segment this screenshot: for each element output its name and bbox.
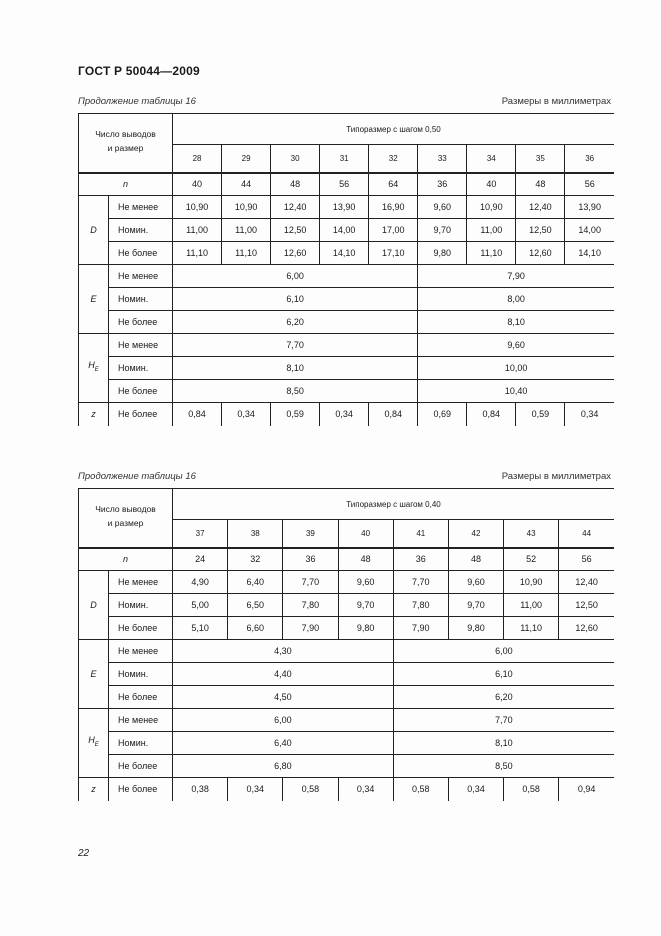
data-cell: 12,60 — [559, 617, 614, 640]
merged-value-cell: 10,40 — [418, 380, 614, 403]
size-cell: 42 — [448, 520, 503, 548]
data-cell: 56 — [565, 173, 614, 196]
size-cell: 31 — [320, 145, 369, 173]
table-row-d-max — [79, 242, 615, 265]
merged-value-cell: 6,00 — [173, 709, 394, 732]
merged-value-cell: 8,00 — [418, 288, 614, 311]
corner-line2: и размер — [107, 142, 144, 153]
merged-value-cell: 7,90 — [418, 265, 614, 288]
document-title: ГОСТ Р 50044—2009 — [78, 64, 200, 78]
corner-line1: Число выводов — [95, 503, 156, 514]
qualifier-cell: Не более — [109, 242, 173, 265]
data-cell: 10,90 — [173, 196, 222, 219]
he-symbol: H — [88, 360, 95, 371]
data-cell: 56 — [559, 548, 614, 571]
merged-value-cell: 8,50 — [393, 755, 614, 778]
data-cell: 5,00 — [173, 594, 228, 617]
data-cell: 13,90 — [565, 196, 614, 219]
qualifier-cell: Номин. — [109, 594, 173, 617]
merged-value-cell: 6,10 — [393, 663, 614, 686]
size-cell: 28 — [173, 145, 222, 173]
table-row-d-nom — [79, 219, 615, 242]
data-cell: 7,90 — [393, 617, 448, 640]
size-cell: 36 — [565, 145, 614, 173]
header-row — [79, 489, 615, 520]
table-row-d-max — [79, 617, 615, 640]
param-label-z: z — [79, 778, 109, 801]
qualifier-cell: Не менее — [109, 334, 173, 357]
param-label-e: E — [79, 265, 109, 334]
qualifier-cell: Не менее — [109, 571, 173, 594]
data-cell: 11,00 — [504, 594, 559, 617]
merged-value-cell: 6,40 — [173, 732, 394, 755]
data-cell: 16,90 — [369, 196, 418, 219]
data-cell: 0,38 — [173, 778, 228, 801]
data-cell: 11,10 — [504, 617, 559, 640]
table-row-e-min — [79, 640, 615, 663]
he-subscript: E — [94, 366, 99, 373]
he-symbol: H — [88, 735, 95, 746]
merged-value-cell: 4,40 — [173, 663, 394, 686]
table-row-he-min — [79, 709, 615, 732]
param-label-n: n — [79, 548, 173, 571]
table-row-e-max — [79, 311, 615, 334]
size-cell: 43 — [504, 520, 559, 548]
data-cell: 9,60 — [448, 571, 503, 594]
merged-value-cell: 6,20 — [173, 311, 418, 334]
table-row-he-nom — [79, 732, 615, 755]
data-cell: 0,34 — [448, 778, 503, 801]
data-cell: 0,59 — [271, 403, 320, 426]
qualifier-cell: Не менее — [109, 196, 173, 219]
size-cell: 39 — [283, 520, 338, 548]
corner-header-cell — [79, 114, 173, 173]
param-label-d: D — [79, 571, 109, 640]
table-row-n — [79, 173, 615, 196]
header-row — [79, 114, 615, 145]
group-header: Типоразмер с шагом 0,40 — [173, 489, 614, 520]
table-row-d-nom — [79, 594, 615, 617]
merged-value-cell: 8,10 — [418, 311, 614, 334]
data-cell: 48 — [338, 548, 393, 571]
data-cell: 0,84 — [369, 403, 418, 426]
data-cell: 7,80 — [393, 594, 448, 617]
qualifier-cell: Номин. — [109, 663, 173, 686]
table-caption: Продолжение таблицы 16 — [78, 96, 196, 107]
size-cell: 33 — [418, 145, 467, 173]
corner-header-cell — [79, 489, 173, 548]
dimensions-table-pitch-040 — [78, 488, 614, 801]
size-cell: 44 — [559, 520, 614, 548]
data-cell: 12,60 — [271, 242, 320, 265]
data-cell: 9,60 — [418, 196, 467, 219]
data-cell: 0,34 — [228, 778, 283, 801]
table-row-e-min — [79, 265, 615, 288]
table-row-e-nom — [79, 663, 615, 686]
data-cell: 17,10 — [369, 242, 418, 265]
size-cell: 30 — [271, 145, 320, 173]
data-cell: 12,50 — [271, 219, 320, 242]
size-cell: 38 — [228, 520, 283, 548]
data-cell: 11,00 — [467, 219, 516, 242]
data-cell: 64 — [369, 173, 418, 196]
data-cell: 56 — [320, 173, 369, 196]
qualifier-cell: Номин. — [109, 357, 173, 380]
data-cell: 10,90 — [467, 196, 516, 219]
data-cell: 14,00 — [565, 219, 614, 242]
data-cell: 6,40 — [228, 571, 283, 594]
data-cell: 4,90 — [173, 571, 228, 594]
qualifier-cell: Не более — [109, 380, 173, 403]
param-label-he — [79, 709, 109, 778]
data-cell: 12,50 — [516, 219, 565, 242]
data-cell: 9,80 — [338, 617, 393, 640]
table-row-he-max — [79, 380, 615, 403]
data-cell: 12,40 — [516, 196, 565, 219]
data-cell: 0,58 — [393, 778, 448, 801]
data-cell: 36 — [283, 548, 338, 571]
data-cell: 9,70 — [418, 219, 467, 242]
data-cell: 9,70 — [338, 594, 393, 617]
qualifier-cell: Не более — [109, 778, 173, 801]
table-units: Размеры в миллиметрах — [501, 96, 611, 107]
data-cell: 40 — [467, 173, 516, 196]
data-cell: 14,10 — [320, 242, 369, 265]
table-row-n — [79, 548, 615, 571]
data-cell: 11,10 — [467, 242, 516, 265]
data-cell: 7,90 — [283, 617, 338, 640]
qualifier-cell: Не более — [109, 686, 173, 709]
merged-value-cell: 8,10 — [173, 357, 418, 380]
data-cell: 11,10 — [173, 242, 222, 265]
param-label-n: n — [79, 173, 173, 196]
merged-value-cell: 6,00 — [393, 640, 614, 663]
table-row-z — [79, 403, 615, 426]
data-cell: 10,90 — [222, 196, 271, 219]
table-row-d-min — [79, 196, 615, 219]
corner-line1: Число выводов — [95, 128, 156, 139]
size-cell: 29 — [222, 145, 271, 173]
param-label-z: z — [79, 403, 109, 426]
qualifier-cell: Не более — [109, 617, 173, 640]
table-row-he-nom — [79, 357, 615, 380]
merged-value-cell: 6,00 — [173, 265, 418, 288]
data-cell: 0,34 — [565, 403, 614, 426]
data-cell: 0,34 — [338, 778, 393, 801]
table-row-e-max — [79, 686, 615, 709]
param-label-e: E — [79, 640, 109, 709]
page-number: 22 — [78, 848, 90, 859]
merged-value-cell: 10,00 — [418, 357, 614, 380]
data-cell: 0,58 — [504, 778, 559, 801]
data-cell: 14,00 — [320, 219, 369, 242]
data-cell: 12,50 — [559, 594, 614, 617]
qualifier-cell: Не более — [109, 755, 173, 778]
data-cell: 9,60 — [338, 571, 393, 594]
data-cell: 0,94 — [559, 778, 614, 801]
data-cell: 11,00 — [173, 219, 222, 242]
data-cell: 0,34 — [222, 403, 271, 426]
qualifier-cell: Не более — [109, 403, 173, 426]
table-units: Размеры в миллиметрах — [501, 471, 611, 482]
data-cell: 7,70 — [393, 571, 448, 594]
data-cell: 0,69 — [418, 403, 467, 426]
table-caption: Продолжение таблицы 16 — [78, 471, 196, 482]
param-label-he — [79, 334, 109, 403]
qualifier-cell: Не более — [109, 311, 173, 334]
merged-value-cell: 4,50 — [173, 686, 394, 709]
data-cell: 6,60 — [228, 617, 283, 640]
merged-value-cell: 8,50 — [173, 380, 418, 403]
data-cell: 48 — [271, 173, 320, 196]
data-cell: 12,40 — [559, 571, 614, 594]
data-cell: 9,80 — [418, 242, 467, 265]
data-cell: 52 — [504, 548, 559, 571]
qualifier-cell: Не менее — [109, 709, 173, 732]
param-label-d: D — [79, 196, 109, 265]
table-row-z — [79, 778, 615, 801]
group-header: Типоразмер с шагом 0,50 — [173, 114, 614, 145]
merged-value-cell: 7,70 — [393, 709, 614, 732]
data-cell: 0,59 — [516, 403, 565, 426]
dimensions-table-pitch-050 — [78, 113, 614, 426]
data-cell: 9,70 — [448, 594, 503, 617]
merged-value-cell: 8,10 — [393, 732, 614, 755]
data-cell: 48 — [448, 548, 503, 571]
size-cell: 40 — [338, 520, 393, 548]
data-cell: 0,58 — [283, 778, 338, 801]
table-row-he-max — [79, 755, 615, 778]
size-cell: 32 — [369, 145, 418, 173]
qualifier-cell: Номин. — [109, 288, 173, 311]
data-cell: 12,60 — [516, 242, 565, 265]
merged-value-cell: 9,60 — [418, 334, 614, 357]
merged-value-cell: 4,30 — [173, 640, 394, 663]
data-cell: 36 — [418, 173, 467, 196]
size-cell: 35 — [516, 145, 565, 173]
corner-line2: и размер — [107, 517, 144, 528]
size-cell: 41 — [393, 520, 448, 548]
size-cell: 37 — [173, 520, 228, 548]
table-row-d-min — [79, 571, 615, 594]
data-cell: 12,40 — [271, 196, 320, 219]
data-cell: 48 — [516, 173, 565, 196]
data-cell: 0,34 — [320, 403, 369, 426]
data-cell: 7,70 — [283, 571, 338, 594]
data-cell: 5,10 — [173, 617, 228, 640]
qualifier-cell: Номин. — [109, 732, 173, 755]
merged-value-cell: 6,10 — [173, 288, 418, 311]
data-cell: 17,00 — [369, 219, 418, 242]
data-cell: 6,50 — [228, 594, 283, 617]
data-cell: 36 — [393, 548, 448, 571]
qualifier-cell: Номин. — [109, 219, 173, 242]
data-cell: 0,84 — [467, 403, 516, 426]
table-row-e-nom — [79, 288, 615, 311]
data-cell: 44 — [222, 173, 271, 196]
qualifier-cell: Не менее — [109, 640, 173, 663]
merged-value-cell: 6,20 — [393, 686, 614, 709]
data-cell: 32 — [228, 548, 283, 571]
qualifier-cell: Не менее — [109, 265, 173, 288]
table-row-he-min — [79, 334, 615, 357]
data-cell: 7,80 — [283, 594, 338, 617]
he-subscript: E — [94, 741, 99, 748]
merged-value-cell: 6,80 — [173, 755, 394, 778]
data-cell: 0,84 — [173, 403, 222, 426]
data-cell: 10,90 — [504, 571, 559, 594]
data-cell: 11,00 — [222, 219, 271, 242]
data-cell: 9,80 — [448, 617, 503, 640]
merged-value-cell: 7,70 — [173, 334, 418, 357]
size-cell: 34 — [467, 145, 516, 173]
data-cell: 14,10 — [565, 242, 614, 265]
data-cell: 24 — [173, 548, 228, 571]
data-cell: 11,10 — [222, 242, 271, 265]
data-cell: 40 — [173, 173, 222, 196]
data-cell: 13,90 — [320, 196, 369, 219]
